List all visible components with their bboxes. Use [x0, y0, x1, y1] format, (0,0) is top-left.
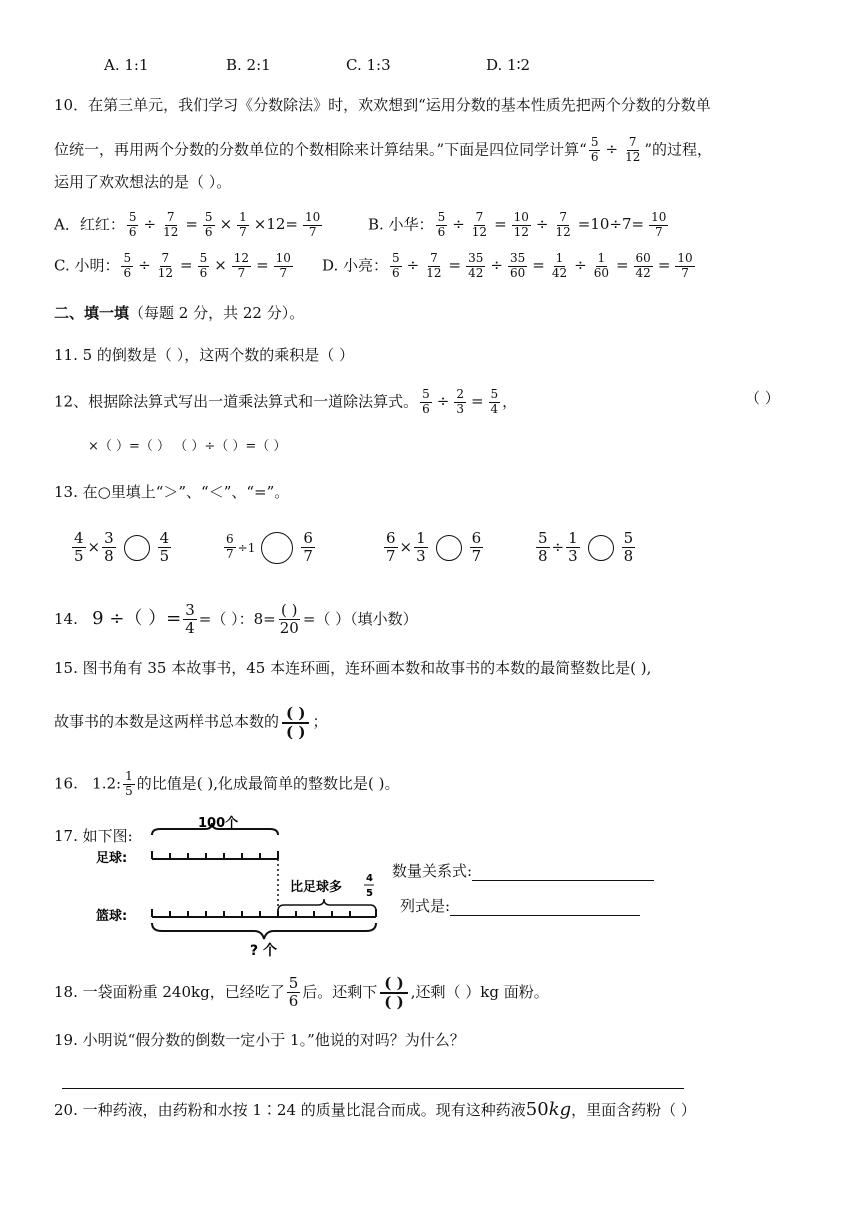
q15-line2: 故事书的本数是这两样书总本数的 $\frac{( )}{( )}$ ； — [54, 704, 328, 741]
q9-option-d: D. 1∶2 — [486, 56, 531, 74]
fraction: $\frac{7}{12}$ — [555, 210, 571, 239]
q17-relation: 数量关系式: — [392, 860, 654, 881]
q13-item-1: $\frac{4}{5}$ × $\frac{3}{8}$ $\frac{4}{5}$ — [74, 529, 170, 566]
q10-option-d: D. 小亮： $\frac{5}{6}$ ÷ $\frac{7}{12}$ = $\frac{35}{42}$ ÷ $\frac{35}{60}$ = $\frac{1}{42}$ ÷ $\frac{1}{60}$ = $\frac{60}{42}$ = $\frac{10}{7}$ — [322, 251, 693, 280]
fraction: $\frac{1}{42}$ — [551, 251, 568, 280]
fraction: $\frac{5}{6}$ — [128, 210, 137, 239]
q17-line-diagram — [90, 815, 390, 960]
q9-option-c: C. 1:3 — [346, 56, 391, 74]
more-frac-den: 5 — [366, 888, 373, 899]
fraction: $\frac{35}{60}$ — [509, 251, 526, 280]
fraction: $\frac{12}{7}$ — [233, 251, 250, 280]
q20: 20. 一种药液，由药粉和水按 1∶24 的质量比混合而成。现有这种药液50kg，里面含药粉（ ） — [54, 1099, 696, 1120]
q13-item-4: $\frac{5}{8}$ ÷ $\frac{1}{3}$ $\frac{5}{8}$ — [538, 529, 634, 566]
fraction: $\frac{7}{12}$ — [163, 210, 179, 239]
fraction: $\frac{5}{4}$ — [490, 387, 499, 416]
fraction: $\frac{5}{6}$ — [123, 251, 132, 280]
football-label: 足球: — [96, 851, 128, 866]
more-frac-num: 4 — [366, 873, 373, 884]
compare-circle[interactable] — [436, 535, 462, 561]
fraction: $\frac{5}{6}$ — [204, 210, 213, 239]
q13-item-2: $\frac{6}{7}$ ÷1 $\frac{6}{7}$ — [226, 529, 313, 566]
fraction: $\frac{10}{7}$ — [275, 251, 291, 280]
fraction: $\frac{7}{12}$ — [471, 210, 488, 239]
extra-brace — [278, 899, 376, 911]
q11: 11. 5 的倒数是（ ），这两个数的乘积是（ ） — [54, 346, 354, 364]
fraction: $\frac{2}{3}$ — [456, 387, 464, 416]
fraction: $\frac{10}{7}$ — [677, 251, 693, 280]
football-ticks — [152, 851, 278, 859]
q17-text: 17. 如下图: — [54, 827, 133, 845]
compare-circle[interactable] — [588, 535, 614, 561]
fraction: $\frac{7}{12}$ — [426, 251, 442, 280]
q19-answer-line[interactable] — [62, 1088, 684, 1089]
q9-option-b: B. 2:1 — [226, 56, 271, 74]
q9-option-a: A. 1:1 — [104, 56, 149, 74]
fraction: $\frac{1}{7}$ — [239, 210, 247, 239]
fraction: $\frac{5}{6}$ — [437, 210, 446, 239]
q10-option-b: B. 小华： $\frac{5}{6}$ ÷ $\frac{7}{12}$ = $\frac{10}{12}$ ÷ $\frac{7}{12}$ =10÷7= $\frac{10}{7}$ — [368, 210, 667, 239]
relation-answer-line[interactable] — [472, 860, 654, 881]
fraction: $\frac{7}{12}$ — [157, 251, 173, 280]
q12-answer-blank[interactable]: （ ） — [745, 389, 780, 407]
bottom-label: ? 个 — [250, 943, 277, 959]
q10-line3: 运用了欢欢想法的是（ ）。 — [54, 173, 232, 191]
fraction: $\frac{10}{7}$ — [651, 210, 667, 239]
fraction: $\frac{10}{12}$ — [513, 210, 529, 239]
q10-line2: 位统一，再用两个分数的分数单位的个数相除来计算结果。”下面是四位同学计算“ $\frac{5}{6}$ ÷ $\frac{7}{12}$ ”的过程， — [54, 135, 713, 164]
q12-line1: 12、根据除法算式写出一道乘法算式和一道除法算式。 $\frac{5}{6}$ ÷ $\frac{2}{3}$ = $\frac{5}{4}$ ， — [54, 387, 518, 416]
fraction: $\frac{10}{7}$ — [305, 210, 321, 239]
top-label: 100个 — [198, 816, 239, 831]
compare-circle[interactable] — [124, 535, 150, 561]
q10-option-a: A．红红： $\frac{5}{6}$ ÷ $\frac{7}{12}$ = $\frac{5}{6}$ × $\frac{1}{7}$ ×12= $\frac{10}{7}$ — [54, 210, 321, 239]
fraction: $\frac{5}{6}$ — [392, 251, 400, 280]
more-label: 比足球多 — [290, 880, 343, 895]
q10-option-c: C. 小明： $\frac{5}{6}$ ÷ $\frac{7}{12}$ = $\frac{5}{6}$ × $\frac{12}{7}$ = $\frac{10}{7}$ — [54, 251, 291, 280]
q10-line1: 10．在第三单元，我们学习《分数除法》时，欢欢想到“运用分数的基本性质先把两个分数的分数单 — [54, 96, 711, 114]
fraction: $\frac{60}{42}$ — [635, 251, 651, 280]
q17-formula: 列式是: — [400, 895, 640, 916]
q15-line1: 15. 图书角有 35 本故事书，45 本连环画，连环画本数和故事书的本数的最简整数比是( ), — [54, 659, 652, 677]
q19: 19. 小明说“假分数的倒数一定小于 1。”他说的对吗？为什么？ — [54, 1031, 465, 1049]
fraction: $\frac{1}{60}$ — [593, 251, 609, 280]
basketball-ticks — [152, 909, 376, 917]
section2-heading: 二、填一填（每题 2 分，共 22 分）。 — [54, 304, 305, 322]
basketball-label: 篮球: — [96, 909, 128, 924]
q13-text: 13. 在○里填上“＞”、“＜”、“=”。 — [54, 483, 290, 501]
bottom-brace — [152, 923, 376, 939]
compare-circle[interactable] — [261, 532, 293, 564]
fraction: $\frac{35}{42}$ — [468, 251, 484, 280]
fraction: $\frac{5}{6}$ — [422, 387, 430, 416]
q16: 16. 1.2: $\frac{1}{5}$ 的比值是( ),化成最简单的整数比是( )。 — [54, 769, 400, 798]
q12-line2: ×（ ）=（ ） （ ）÷（ ）=（ ） — [88, 439, 287, 454]
q18: 18. 一袋面粉重 240kg，已经吃了 $\frac{5}{6}$ 后。还剩下 $\frac{( )}{( )}$ ,还剩（ ）kg 面粉。 — [54, 974, 549, 1011]
q13-item-3: $\frac{6}{7}$ × $\frac{1}{3}$ $\frac{6}{7}$ — [386, 529, 482, 566]
q14: 14. 9 ÷（ ）= $\frac{3}{4}$ =（ ）：8= $\frac{( )}{20}$ =（ ）（填小数） — [54, 601, 418, 638]
fraction: $\frac{5}{6}$ — [199, 251, 208, 280]
formula-answer-line[interactable] — [450, 895, 640, 916]
